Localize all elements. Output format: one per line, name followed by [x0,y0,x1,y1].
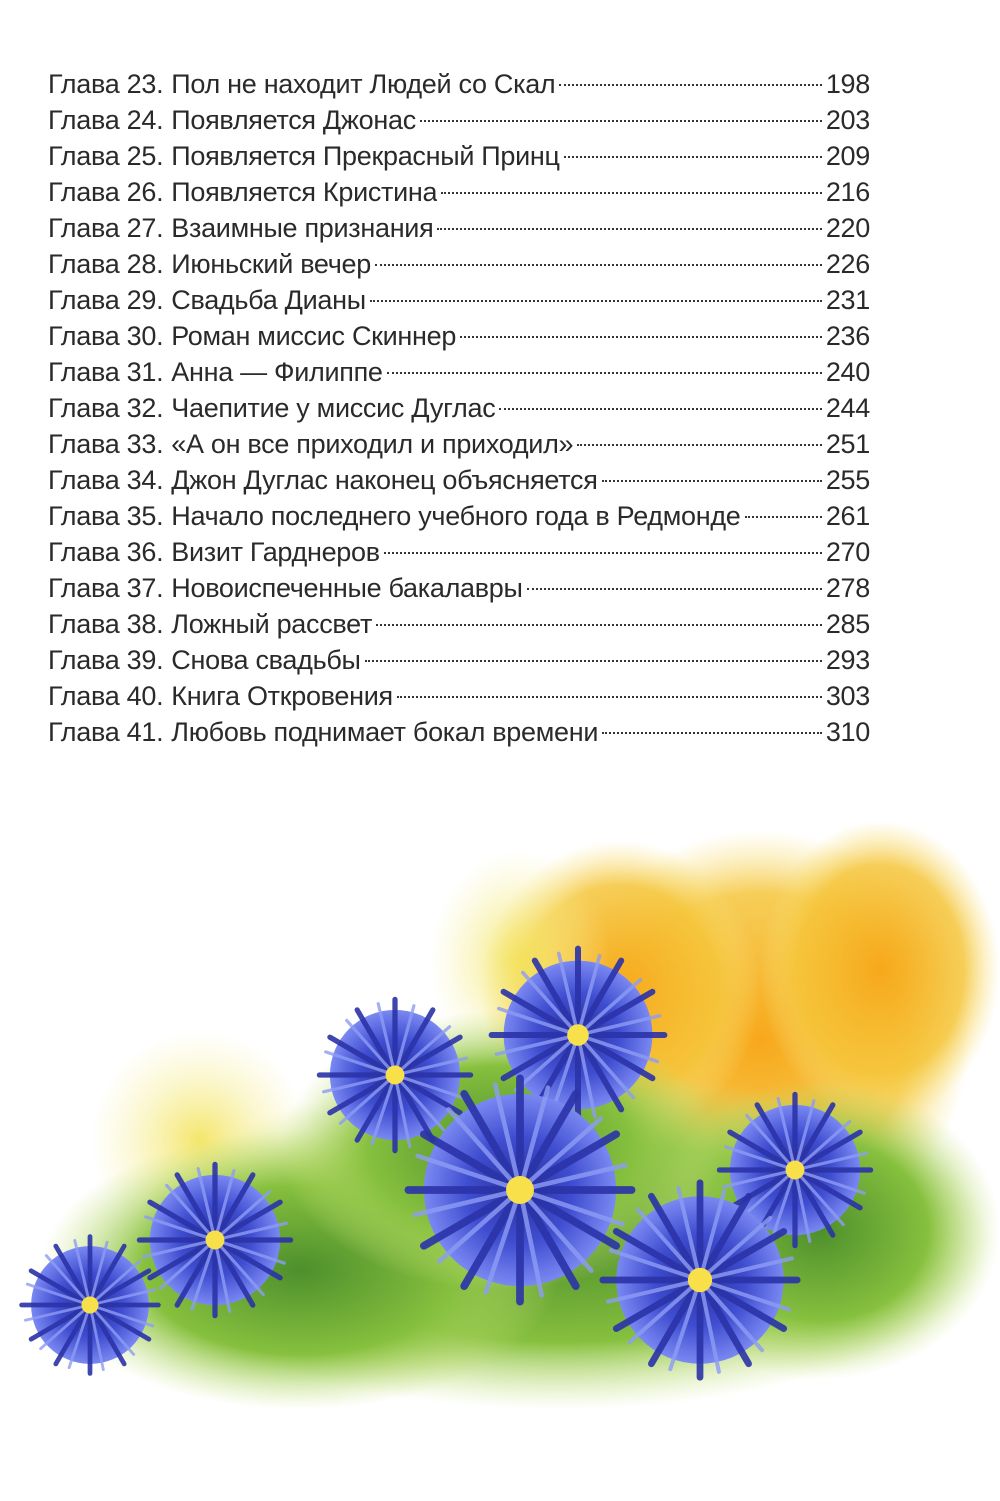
page-number: 285 [825,609,870,639]
dot-leader [397,696,822,698]
chapter-title: Появляется Джонас [171,105,416,135]
toc-entry [48,210,870,246]
aster-flower-illustration [0,810,1000,1430]
chapter-number: Глава 32. [48,393,164,423]
page-number: 255 [825,465,870,495]
page-number: 226 [825,249,870,279]
chapter-title: Анна — Филиппе [171,357,383,387]
dot-leader [437,228,821,230]
toc-entry [48,102,870,138]
toc-entry [48,138,870,174]
chapter-title: Снова свадьбы [171,645,361,675]
toc-entry [48,462,870,498]
page-number: 293 [825,645,870,675]
chapter-title: Ложный рассвет [171,609,373,639]
toc-entry [48,570,870,606]
page-number: 240 [825,357,870,387]
page-number: 203 [825,105,870,135]
chapter-number: Глава 31. [48,357,164,387]
dot-leader [375,264,822,266]
chapter-number: Глава 28. [48,249,164,279]
chapter-number: Глава 26. [48,177,164,207]
chapter-number: Глава 33. [48,429,164,459]
chapter-title: Визит Гарднеров [171,537,380,567]
chapter-title: Взаимные признания [171,213,434,243]
chapter-title: Джон Дуглас наконец объясняется [171,465,598,495]
chapter-number: Глава 41. [48,717,164,747]
toc-entry [48,714,870,750]
toc-entry [48,246,870,282]
chapter-number: Глава 39. [48,645,164,675]
dot-leader [602,480,822,482]
chapter-number: Глава 37. [48,573,164,603]
page-number: 278 [825,573,870,603]
chapter-number: Глава 30. [48,321,164,351]
toc-entry [48,534,870,570]
page-number: 251 [825,429,870,459]
page-number: 270 [825,537,870,567]
chapter-number: Глава 36. [48,537,164,567]
toc-entry [48,318,870,354]
chapter-title: Роман миссис Скиннер [171,321,457,351]
dot-leader [527,588,822,590]
chapter-number: Глава 29. [48,285,164,315]
toc-entry [48,282,870,318]
chapter-number: Глава 25. [48,141,164,171]
page-number: 310 [825,717,870,747]
chapter-number: Глава 24. [48,105,164,135]
page-number: 216 [825,177,870,207]
chapter-title: «А он все приходил и приходил» [171,429,574,459]
chapter-title: Начало последнего учебного года в Редмонде [171,501,741,531]
chapter-title: Пол не находит Людей со Скал [171,69,556,99]
page-number: 261 [825,501,870,531]
page-number: 209 [825,141,870,171]
page-number: 303 [825,681,870,711]
dot-leader [499,408,821,410]
chapter-title: Появляется Прекрасный Принц [171,141,560,171]
toc-entry [48,390,870,426]
dot-leader [376,624,822,626]
toc-entry [48,498,870,534]
dot-leader [577,444,822,446]
dot-leader [602,732,822,734]
chapter-title: Июньский вечер [171,249,371,279]
page-number: 231 [825,285,870,315]
toc-entry [48,426,870,462]
dot-leader [441,192,822,194]
chapter-number: Глава 23. [48,69,164,99]
chapter-title: Книга Откровения [171,681,393,711]
page-number: 244 [825,393,870,423]
chapter-number: Глава 38. [48,609,164,639]
dot-leader [387,372,822,374]
dot-leader [365,660,822,662]
toc-entry [48,354,870,390]
toc-entry [48,606,870,642]
dot-leader [564,156,822,158]
dot-leader [745,516,822,518]
dot-leader [384,552,822,554]
dot-leader [370,300,822,302]
dot-leader [460,336,822,338]
chapter-title: Появляется Кристина [171,177,438,207]
page-number: 236 [825,321,870,351]
page-number: 220 [825,213,870,243]
dot-leader [559,84,821,86]
dot-leader [420,120,822,122]
chapter-number: Глава 34. [48,465,164,495]
chapter-title: Новоиспеченные бакалавры [171,573,523,603]
toc-entry [48,642,870,678]
table-of-contents [48,66,870,750]
chapter-title: Чаепитие у миссис Дуглас [171,393,496,423]
chapter-title: Любовь поднимает бокал времени [171,717,599,747]
toc-entry [48,66,870,102]
page-number: 198 [825,69,870,99]
toc-entry [48,678,870,714]
goldenrod-cluster [760,820,1000,1120]
chapter-number: Глава 40. [48,681,164,711]
chapter-title: Свадьба Дианы [171,285,366,315]
chapter-number: Глава 35. [48,501,164,531]
toc-entry [48,174,870,210]
chapter-number: Глава 27. [48,213,164,243]
